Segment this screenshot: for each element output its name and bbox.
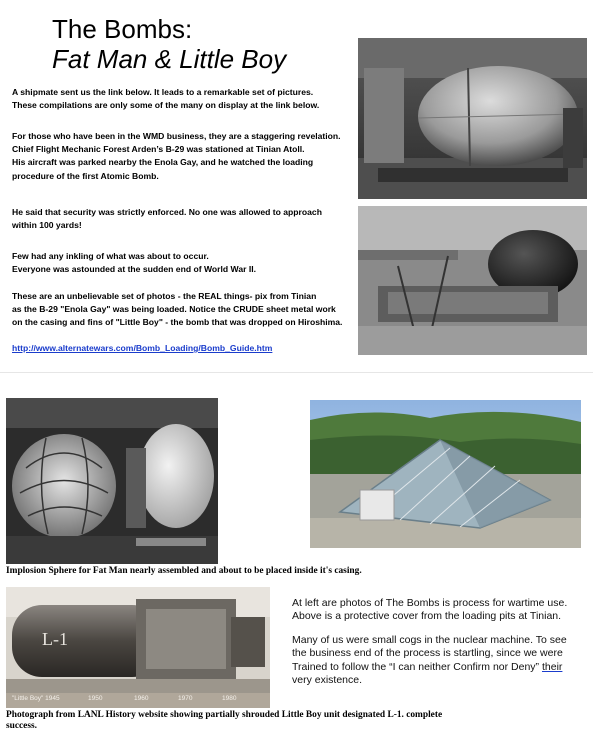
underlined-word: their: [541, 660, 563, 673]
slide-divider: [0, 372, 593, 387]
photo-little-boy-loading-pit: [358, 206, 587, 355]
text-line: His aircraft was parked nearby the Enola Gay, and he watched the loading: [12, 157, 314, 168]
timeline-label: 1980: [222, 695, 237, 702]
timeline-label: 1950: [88, 695, 103, 702]
text-line: A shipmate sent us the link below. It leads to a remarkable set of pictures.: [12, 87, 314, 97]
text-line: as the B-29 "Enola Gay" was being loaded. Notice the CRUDE sheet metal work: [12, 304, 336, 315]
text-line: within 100 yards!: [12, 220, 82, 231]
caption-implosion-sphere: Implosion Sphere for Fat Man nearly assembled and about to be placed inside it's casing.: [6, 566, 362, 576]
paragraph-security: [12, 206, 322, 232]
text-line: on the casing and fins of "Little Boy" - the bomb that was dropped on Hiroshima.: [12, 317, 343, 328]
photo-implosion-sphere: [6, 398, 218, 564]
timeline-label: 1970: [178, 695, 193, 702]
paragraph-intro: [12, 86, 319, 112]
timeline-label: "Little Boy" 1945: [12, 695, 60, 702]
bomb-label: L-1: [42, 629, 68, 649]
text-line: procedure of the first Atomic Bomb.: [12, 170, 159, 181]
paragraph-arden: [12, 130, 341, 183]
slide-title-line2: Fat Man & Little Boy: [52, 44, 287, 74]
paragraph-photos: [12, 290, 342, 330]
commentary-text: Many of us were small cogs in the nuclear machine. To see the business end of the process is startling, since we were Trained to follow the “I can neither Confirm nor Deny”: [292, 633, 567, 673]
text-line: Few had any inkling of what was about to occur.: [12, 251, 209, 261]
text-line: For those who have been in the WMD business, they are a staggering revelation.: [12, 131, 341, 141]
commentary-paragraph: At left are photos of The Bombs is process for wartime use. Above is a protective cover from the loading pits at Tinian.: [292, 597, 568, 623]
text-line: Everyone was astounded at the sudden end of World War II.: [12, 264, 257, 275]
photo-fat-man-casing: [358, 38, 587, 199]
slide-title-line1: The Bombs:: [52, 14, 193, 44]
text-line: Chief Flight Mechanic Forest Arden’s B-29 was stationed at Tinian Atoll.: [12, 144, 305, 155]
commentary-tail: very existence.: [292, 674, 363, 687]
bomb-guide-link[interactable]: http://www.alternatewars.com/Bomb_Loading/Bomb_Guide.htm: [12, 343, 273, 353]
text-line: These are an unbelievable set of photos - the REAL things- pix from Tinian: [12, 291, 317, 301]
right-commentary: [292, 597, 582, 697]
timeline-label: 1960: [134, 695, 149, 702]
caption-little-boy: Photograph from LANL History website showing partially shrouded Little Boy unit designated L-1. complete success.: [6, 710, 443, 731]
text-line: He said that security was strictly enforced. No one was allowed to approach: [12, 207, 322, 217]
photo-little-boy-l1: [6, 587, 270, 708]
slide-fat-man-little-boy: [0, 0, 593, 372]
paragraph-inkling: [12, 250, 256, 276]
text-line: These compilations are only some of the many on display at the link below.: [12, 100, 320, 111]
commentary-paragraph-2: [292, 634, 582, 688]
photo-loading-pit-cover: [310, 400, 581, 548]
